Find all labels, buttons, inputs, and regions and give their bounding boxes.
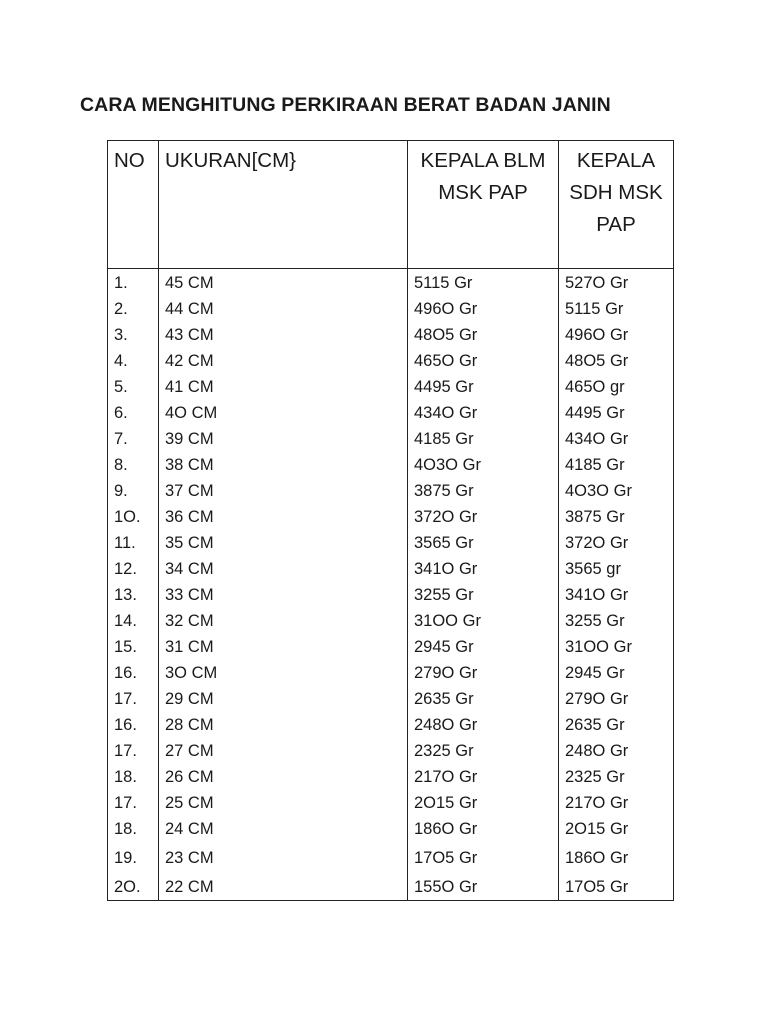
table-row — [108, 296, 674, 322]
row-size: 42 CM — [159, 348, 408, 374]
row-number: 11. — [108, 530, 159, 556]
row-size: 37 CM — [159, 478, 408, 504]
table-row — [108, 816, 674, 842]
header-head-engaged-line: SDH MSK — [569, 181, 663, 204]
row-weight-head-engaged: 2635 Gr — [559, 712, 674, 738]
row-weight-head-not-engaged: 434O Gr — [408, 400, 559, 426]
row-size: 35 CM — [159, 530, 408, 556]
row-weight-head-not-engaged: 372O Gr — [408, 504, 559, 530]
row-weight-head-engaged: 3565 gr — [559, 556, 674, 582]
header-head-engaged-line: KEPALA — [576, 149, 656, 172]
row-size: 39 CM — [159, 426, 408, 452]
row-number: 17. — [108, 790, 159, 816]
row-weight-head-not-engaged: 341O Gr — [408, 556, 559, 582]
row-weight-head-not-engaged: 3875 Gr — [408, 478, 559, 504]
row-weight-head-engaged: 5115 Gr — [559, 296, 674, 322]
row-number: 2. — [108, 296, 159, 322]
row-size: 33 CM — [159, 582, 408, 608]
row-size: 34 CM — [159, 556, 408, 582]
row-weight-head-engaged: 2O15 Gr — [559, 816, 674, 842]
table-row — [108, 348, 674, 374]
row-number: 15. — [108, 634, 159, 660]
table-row — [108, 269, 674, 297]
row-weight-head-engaged: 434O Gr — [559, 426, 674, 452]
header-head-engaged-line: PAP — [596, 213, 636, 236]
row-number: 16. — [108, 660, 159, 686]
row-weight-head-not-engaged: 248O Gr — [408, 712, 559, 738]
row-number: 8. — [108, 452, 159, 478]
row-weight-head-engaged: 527O Gr — [559, 269, 674, 297]
row-weight-head-not-engaged: 2325 Gr — [408, 738, 559, 764]
table-row — [108, 478, 674, 504]
row-weight-head-engaged: 465O gr — [559, 374, 674, 400]
table-header-row — [108, 141, 674, 269]
row-size: 22 CM — [159, 874, 408, 901]
header-head-not-engaged-line: MSK PAP — [438, 181, 528, 204]
row-number: 1. — [108, 269, 159, 297]
row-weight-head-engaged: 4495 Gr — [559, 400, 674, 426]
row-size: 36 CM — [159, 504, 408, 530]
row-weight-head-engaged: 3255 Gr — [559, 608, 674, 634]
table-row — [108, 452, 674, 478]
row-size: 32 CM — [159, 608, 408, 634]
row-weight-head-not-engaged: 279O Gr — [408, 660, 559, 686]
row-number: 12. — [108, 556, 159, 582]
row-weight-head-engaged: 372O Gr — [559, 530, 674, 556]
row-number: 5. — [108, 374, 159, 400]
row-number: 18. — [108, 816, 159, 842]
table-row — [108, 400, 674, 426]
row-size: 24 CM — [159, 816, 408, 842]
table-row — [108, 530, 674, 556]
row-number: 17. — [108, 738, 159, 764]
row-weight-head-not-engaged: 31OO Gr — [408, 608, 559, 634]
table-row — [108, 608, 674, 634]
row-weight-head-engaged: 186O Gr — [559, 842, 674, 874]
table-row — [108, 660, 674, 686]
row-number: 13. — [108, 582, 159, 608]
row-number: 18. — [108, 764, 159, 790]
table-row — [108, 634, 674, 660]
table-row — [108, 504, 674, 530]
row-weight-head-not-engaged: 186O Gr — [408, 816, 559, 842]
row-weight-head-engaged: 496O Gr — [559, 322, 674, 348]
table-row — [108, 842, 674, 874]
header-no: NO — [108, 141, 159, 269]
header-head-engaged — [559, 141, 674, 269]
row-weight-head-engaged: 248O Gr — [559, 738, 674, 764]
row-number: 9. — [108, 478, 159, 504]
row-number: 2O. — [108, 874, 159, 901]
row-weight-head-not-engaged: 155O Gr — [408, 874, 559, 901]
row-size: 41 CM — [159, 374, 408, 400]
row-weight-head-not-engaged: 2O15 Gr — [408, 790, 559, 816]
row-size: 38 CM — [159, 452, 408, 478]
page-title: CARA MENGHITUNG PERKIRAAN BERAT BADAN JANIN — [80, 94, 611, 116]
table-row — [108, 686, 674, 712]
row-size: 44 CM — [159, 296, 408, 322]
fetal-weight-table — [107, 140, 674, 901]
row-weight-head-not-engaged: 4185 Gr — [408, 426, 559, 452]
row-weight-head-not-engaged: 496O Gr — [408, 296, 559, 322]
row-number: 14. — [108, 608, 159, 634]
row-weight-head-engaged: 2945 Gr — [559, 660, 674, 686]
row-number: 4. — [108, 348, 159, 374]
row-number: 1O. — [108, 504, 159, 530]
row-size: 27 CM — [159, 738, 408, 764]
row-size: 23 CM — [159, 842, 408, 874]
row-size: 26 CM — [159, 764, 408, 790]
row-weight-head-not-engaged: 3255 Gr — [408, 582, 559, 608]
row-weight-head-engaged: 3875 Gr — [559, 504, 674, 530]
row-weight-head-engaged: 17O5 Gr — [559, 874, 674, 901]
row-weight-head-engaged: 4185 Gr — [559, 452, 674, 478]
table-row — [108, 874, 674, 901]
row-number: 17. — [108, 686, 159, 712]
table-row — [108, 556, 674, 582]
row-size: 29 CM — [159, 686, 408, 712]
row-size: 28 CM — [159, 712, 408, 738]
row-weight-head-not-engaged: 5115 Gr — [408, 269, 559, 297]
row-weight-head-not-engaged: 3565 Gr — [408, 530, 559, 556]
row-size: 3O CM — [159, 660, 408, 686]
row-weight-head-not-engaged: 2945 Gr — [408, 634, 559, 660]
row-weight-head-engaged: 2325 Gr — [559, 764, 674, 790]
row-weight-head-not-engaged: 217O Gr — [408, 764, 559, 790]
row-number: 6. — [108, 400, 159, 426]
header-head-not-engaged — [408, 141, 559, 269]
row-number: 19. — [108, 842, 159, 874]
row-weight-head-engaged: 279O Gr — [559, 686, 674, 712]
row-weight-head-engaged: 217O Gr — [559, 790, 674, 816]
row-size: 45 CM — [159, 269, 408, 297]
row-weight-head-not-engaged: 48O5 Gr — [408, 322, 559, 348]
row-weight-head-not-engaged: 17O5 Gr — [408, 842, 559, 874]
row-size: 43 CM — [159, 322, 408, 348]
row-number: 3. — [108, 322, 159, 348]
row-weight-head-not-engaged: 4495 Gr — [408, 374, 559, 400]
row-size: 25 CM — [159, 790, 408, 816]
table-row — [108, 764, 674, 790]
table-row — [108, 374, 674, 400]
table-row — [108, 426, 674, 452]
table-row — [108, 322, 674, 348]
header-size: UKURAN[CM} — [159, 141, 408, 269]
row-number: 7. — [108, 426, 159, 452]
row-weight-head-not-engaged: 4O3O Gr — [408, 452, 559, 478]
table-row — [108, 790, 674, 816]
table-row — [108, 582, 674, 608]
row-size: 4O CM — [159, 400, 408, 426]
row-weight-head-engaged: 48O5 Gr — [559, 348, 674, 374]
row-weight-head-engaged: 4O3O Gr — [559, 478, 674, 504]
row-weight-head-engaged: 31OO Gr — [559, 634, 674, 660]
row-weight-head-not-engaged: 465O Gr — [408, 348, 559, 374]
table-row — [108, 738, 674, 764]
row-weight-head-engaged: 341O Gr — [559, 582, 674, 608]
row-weight-head-not-engaged: 2635 Gr — [408, 686, 559, 712]
row-number: 16. — [108, 712, 159, 738]
header-head-not-engaged-line: KEPALA BLM — [420, 149, 546, 172]
table-body — [108, 269, 674, 901]
row-size: 31 CM — [159, 634, 408, 660]
table-row — [108, 712, 674, 738]
